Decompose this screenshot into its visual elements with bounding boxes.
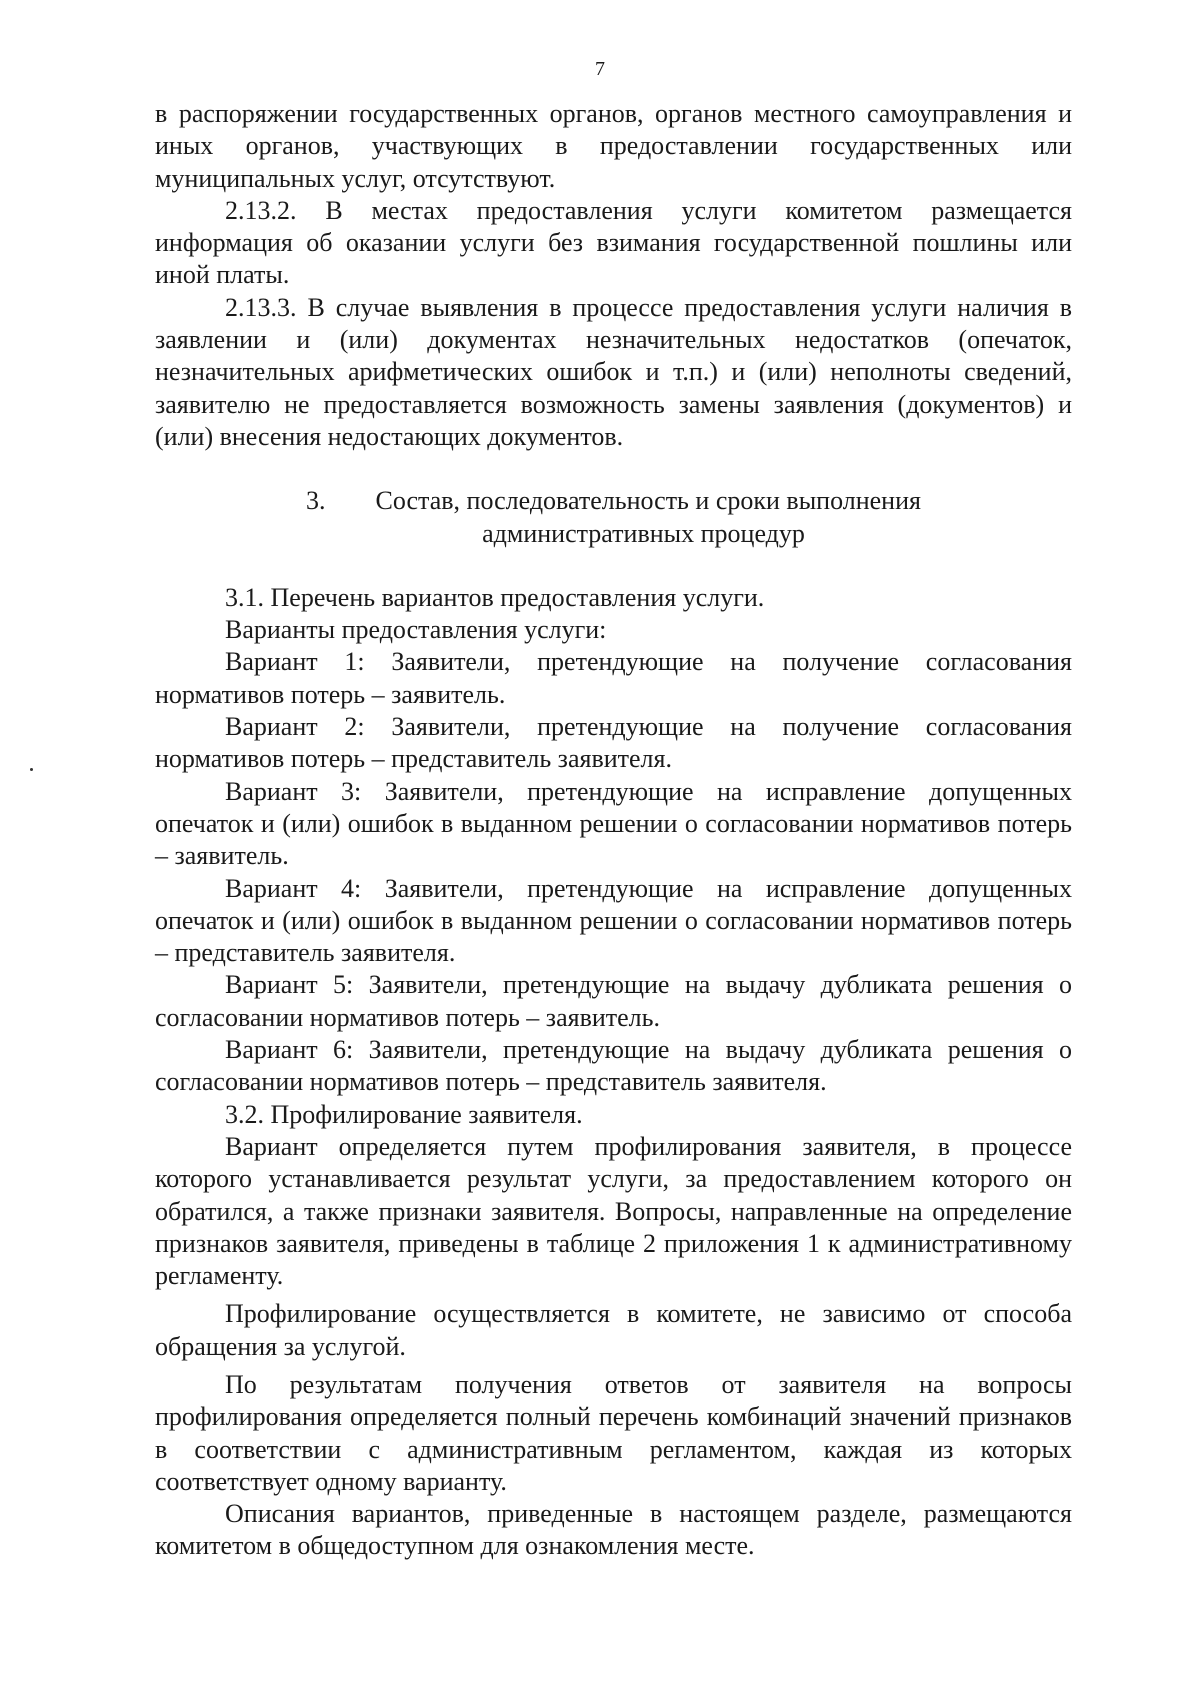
paragraph-variant-3: Вариант 3: Заявители, претендующие на исправление допущенных опечаток и (или) ошибок в выданном решении о согласовании нормативов потерь – заявитель.	[155, 776, 1072, 871]
paragraph-variant-4: Вариант 4: Заявители, претендующие на исправление допущенных опечаток и (или) ошибок в выданном решении о согласовании нормативов потерь – представитель заявителя.	[155, 873, 1072, 968]
paragraph-profiling-description: Вариант определяется путем профилирования заявителя, в процессе которого устанавливается результат услуги, за предоставлением которого он обратился, а также признаки заявителя. Вопросы, направленные на определение признаков заявителя, приведены в таблице 2 приложения 1 к административному регламенту.	[155, 1131, 1072, 1291]
paragraph-2-13-2: 2.13.2. В местах предоставления услуги комитетом размещается информация об оказании услуги без взимания государственной пошлины или иной платы.	[155, 195, 1072, 290]
section-number: 3.	[306, 486, 326, 516]
paragraph-variant-1: Вариант 1: Заявители, претендующие на получение согласования нормативов потерь – заявитель.	[155, 647, 1072, 709]
paragraph-profiling-results: По результатам получения ответов от заявителя на вопросы профилирования определяется полный перечень комбинаций значений признаков в соответствии с административным регламентом, каждая из которых соответствует одному варианту.	[155, 1369, 1072, 1496]
page-number: 7	[595, 58, 605, 80]
paragraph-variant-2: Вариант 2: Заявители, претендующие на получение согласования нормативов потерь – представитель заявителя.	[155, 712, 1072, 774]
paragraph-3-2: 3.2. Профилирование заявителя.	[225, 1099, 583, 1129]
paragraph-profiling-location: Профилирование осуществляется в комитете, не зависимо от способа обращения за услугой.	[155, 1299, 1072, 1361]
paragraph-variant-descriptions: Описания вариантов, приведенные в настоящем разделе, размещаются комитетом в общедоступном для ознакомления месте.	[155, 1499, 1072, 1561]
document-body	[155, 98, 1072, 1563]
paragraph-continuation: в распоряжении государственных органов, органов местного самоуправления и иных органов, участвующих в предоставлении государственных или муниципальных услуг, отсутствуют.	[155, 99, 1072, 193]
paragraph-variant-6: Вариант 6: Заявители, претендующие на выдачу дубликата решения о согласовании нормативов потерь – представитель заявителя.	[155, 1035, 1072, 1097]
paragraph-2-13-3: 2.13.3. В случае выявления в процессе предоставления услуги наличия в заявлении и (или) документах незначительных недостатков (опечаток, незначительных арифметических ошибок и т.п.) и (или) неполноты сведений, заявителю не предоставляется возможность замены заявления (документов) и (или) внесения недостающих документов.	[155, 292, 1072, 451]
section-title: Состав, последовательность и сроки выполнения	[375, 486, 921, 516]
paragraph-variants-intro: Варианты предоставления услуги:	[225, 615, 607, 645]
section-heading-line1	[155, 485, 1072, 517]
paragraph-3-1: 3.1. Перечень вариантов предоставления услуги.	[225, 582, 765, 612]
section-heading	[155, 485, 1072, 550]
section-heading-line2: административных процедур	[482, 518, 805, 548]
scan-speck	[30, 768, 33, 771]
paragraph-variant-5: Вариант 5: Заявители, претендующие на выдачу дубликата решения о согласовании нормативов потерь – заявитель.	[155, 970, 1072, 1032]
